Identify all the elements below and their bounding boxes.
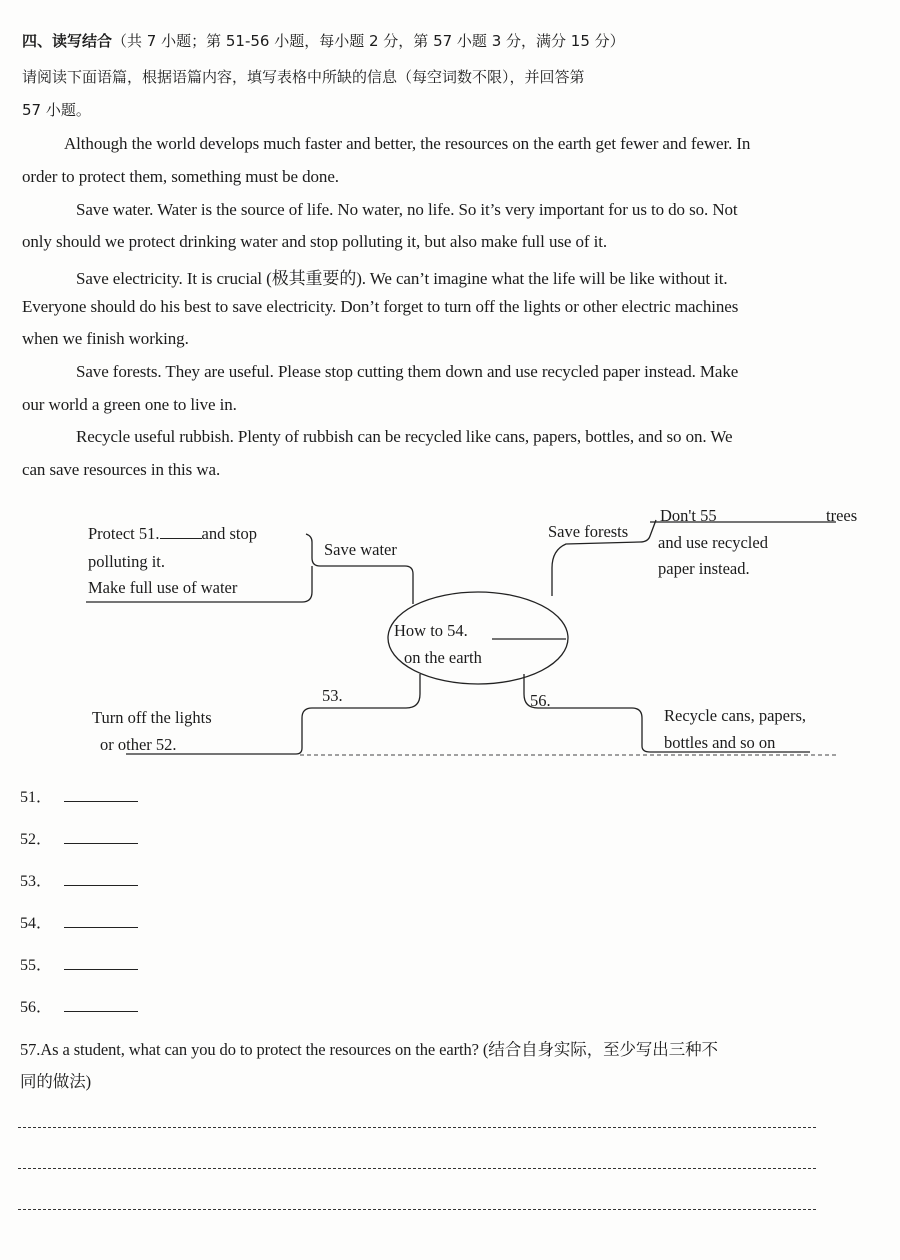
answer-56-blank[interactable] (64, 1011, 138, 1012)
writing-line[interactable] (18, 1209, 816, 1210)
water-line-1: Protect 51. and stop (88, 524, 257, 543)
answer-54-blank[interactable] (64, 927, 138, 928)
answer-55: 55． (20, 952, 138, 975)
answer-52: 52． (20, 826, 138, 849)
mind-map (0, 498, 900, 768)
answer-53: 53． (20, 868, 138, 891)
section-title: 四、读写结合 (22, 32, 113, 50)
passage-line: our world a green one to live in. (22, 395, 237, 414)
passage-line: Save electricity. It is crucial (极其重要的). We can’t imagine what the life will be like without it. (76, 269, 728, 288)
passage-line: Everyone should do his best to save electricity. Don’t forget to turn off the lights or other electric machines (22, 297, 739, 316)
answer-55-blank[interactable] (64, 969, 138, 970)
branch-save-forests-label: Save forests (548, 522, 629, 541)
instruction-line-1: 请阅读下面语篇，根据语篇内容，填写表格中所缺的信息（每空词数不限），并回答第 (22, 68, 585, 86)
water-line-2: polluting it. (88, 552, 166, 571)
question-57-line-1: 57.As a student, what can you do to protect the resources on the earth? (结合自身实际，至少写出三种不 (20, 1040, 718, 1059)
instruction-line-2: 57 小题。 (22, 101, 91, 119)
answer-53-blank[interactable] (64, 885, 138, 886)
branch-save-water-label: Save water (324, 540, 397, 559)
center-text-line-1: How to 54. (394, 621, 468, 640)
section-scoring: （共 7 小题；第 51-56 小题，每小题 2 分，第 57 小题 3 分，满分 15 分） (112, 32, 625, 50)
answer-51-blank[interactable] (64, 801, 138, 802)
passage-line: when we finish working. (22, 329, 189, 348)
center-text-line-2: on the earth (404, 648, 482, 667)
answer-56: 56． (20, 994, 138, 1017)
elec-line-1: Turn off the lights (92, 708, 212, 727)
passage-line: Save forests. They are useful. Please stop cutting them down and use recycled paper instead. Make (76, 362, 739, 381)
answer-51: 51． (20, 784, 138, 807)
answer-54: 54． (20, 910, 138, 933)
forest-line-1a: Don't 55 (660, 506, 717, 525)
passage-line: Although the world develops much faster and better, the resources on the earth get fewer and fewer. In (64, 134, 751, 153)
forest-line-3: paper instead. (658, 559, 750, 578)
question-57-line-2: 同的做法) (20, 1072, 91, 1091)
passage-line: can save resources in this wa. (22, 460, 221, 479)
writing-line[interactable] (18, 1168, 816, 1169)
water-line-3: Make full use of water (88, 578, 238, 597)
recycle-line-2: bottles and so on (664, 733, 776, 752)
blank-56-label: 56. (530, 691, 551, 710)
recycle-line-1: Recycle cans, papers, (664, 706, 807, 725)
blank-53-label: 53. (322, 686, 343, 705)
answer-52-blank[interactable] (64, 843, 138, 844)
blank-51[interactable] (160, 538, 202, 539)
passage-line: order to protect them, something must be done. (22, 167, 339, 186)
forest-line-2: and use recycled (658, 533, 768, 552)
forest-line-1b: trees (826, 506, 858, 525)
passage-line: Recycle useful rubbish. Plenty of rubbish can be recycled like cans, papers, bottles, and so on. We (76, 427, 733, 446)
elec-line-2: or other 52. (100, 735, 177, 754)
section-header (22, 30, 625, 51)
passage-line: only should we protect drinking water and stop polluting it, but also make full use of it. (22, 232, 607, 251)
passage-line: Save water. Water is the source of life. No water, no life. So it’s very important for us to do so. Not (76, 200, 738, 219)
writing-line[interactable] (18, 1127, 816, 1128)
